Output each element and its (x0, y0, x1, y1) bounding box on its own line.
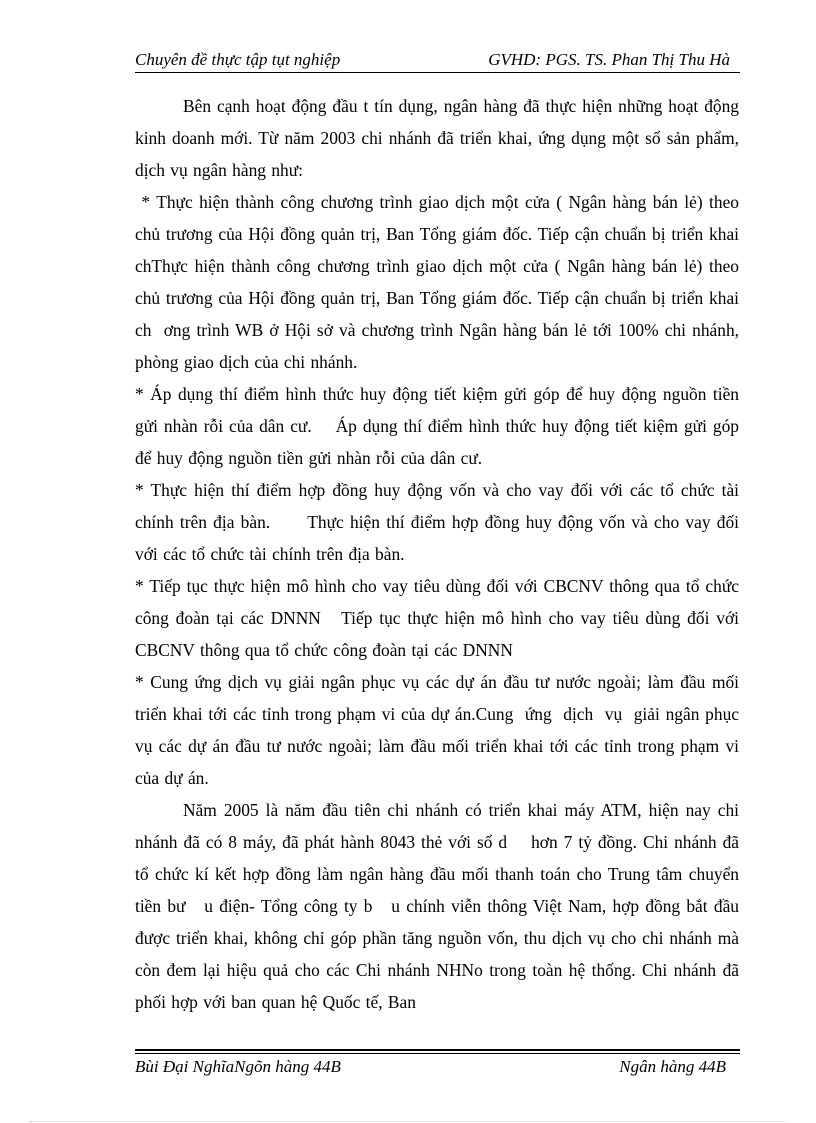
header-right-text: GVHD: PGS. TS. Phan Thị Thu Hà (488, 50, 730, 69)
footer-rule-thick (135, 1049, 740, 1051)
paragraph-bullet-2: * Áp dụng thí điểm hình thức huy động tiết kiệm gửi góp để huy động nguồn tiền gửi nhàn rỗi của dân cư. Áp dụng thí điểm hình thức huy động tiết kiệm gửi góp để huy động nguồn tiền gửi nhàn rỗi của dân cư. (135, 384, 745, 468)
paragraph-bullet-5: * Cung ứng dịch vụ giải ngân phục vụ các dự án đầu tư nước ngoài; làm đầu mối triển khai tới các tỉnh trong phạm vi của dự án.Cung ứng dịch vụ giải ngân phục vụ các dự án đầu tư nước ngoài; làm đầu mối triển khai tới các tỉnh trong phạm vi của dự án. (135, 672, 745, 788)
paragraph-bullet-1: * Thực hiện thành công chương trình giao dịch một cửa ( Ngân hàng bán lẻ) theo chủ trương của Hội đồng quản trị, Ban Tổng giám đốc. Tiếp cận chuẩn bị triển khai chThực hiện thành công chương trình giao dịch một cửa ( Ngân hàng bán lẻ) theo chủ trương của Hội đồng quản trị, Ban Tổng giám đốc. Tiếp cận chuẩn bị triển khai ch ơng trình WB ở Hội sở và chương trình Ngân hàng bán lẻ tới 100% chi nhánh, phòng giao dịch của chi nhánh. (135, 192, 745, 372)
paragraph-bullet-3: * Thực hiện thí điểm hợp đồng huy động vốn và cho vay đối với các tổ chức tài chính trên địa bàn. Thực hiện thí điểm hợp đồng huy động vốn và cho vay đối với các tổ chức tài chính trên địa bàn. (135, 480, 745, 564)
footer-right-text: Ngân hàng 44B (619, 1057, 726, 1076)
page-header (135, 48, 740, 74)
header-left-text: Chuyên đề thực tập tụt nghiệp (135, 50, 341, 69)
footer-left-text: Bùi Đại NghĩaNgõn hàng 44B (135, 1057, 341, 1076)
page-bottom-dotted-line (30, 1121, 786, 1122)
paragraph-intro: Bên cạnh hoạt động đầu t tín dụng, ngân hàng đã thực hiện những hoạt động kinh doanh mới. Từ năm 2003 chi nhánh đã triển khai, ứng dụng một số sản phẩm, dịch vụ ngân hàng như: (135, 96, 739, 180)
footer-rule-thin (135, 1053, 740, 1054)
header-rule (135, 72, 740, 73)
page-footer (135, 1057, 740, 1083)
document-body (135, 90, 745, 1018)
paragraph-atm: Năm 2005 là năm đầu tiên chi nhánh có triển khai máy ATM, hiện nay chi nhánh đã có 8 máy, đã phát hành 8043 thẻ với số d hơn 7 tỷ đồng. Chi nhánh đã tổ chức kí kết hợp đồng làm ngân hàng đầu mối thanh toán cho Trung tâm chuyển tiền bư u điện- Tổng công ty b u chính viễn thông Việt Nam, hợp đồng bắt đầu được triển khai, không chỉ góp phần tăng nguồn vốn, thu dịch vụ cho chi nhánh mà còn đem lại hiệu quả cho các Chi nhánh NHNo trong toàn hệ thống. Chi nhánh đã phối hợp với ban quan hệ Quốc tế, Ban (135, 800, 745, 1012)
paragraph-bullet-4: * Tiếp tục thực hiện mô hình cho vay tiêu dùng đối với CBCNV thông qua tổ chức công đoàn tại các DNNN Tiếp tục thực hiện mô hình cho vay tiêu dùng đối với CBCNV thông qua tổ chức công đoàn tại các DNNN (135, 576, 745, 660)
